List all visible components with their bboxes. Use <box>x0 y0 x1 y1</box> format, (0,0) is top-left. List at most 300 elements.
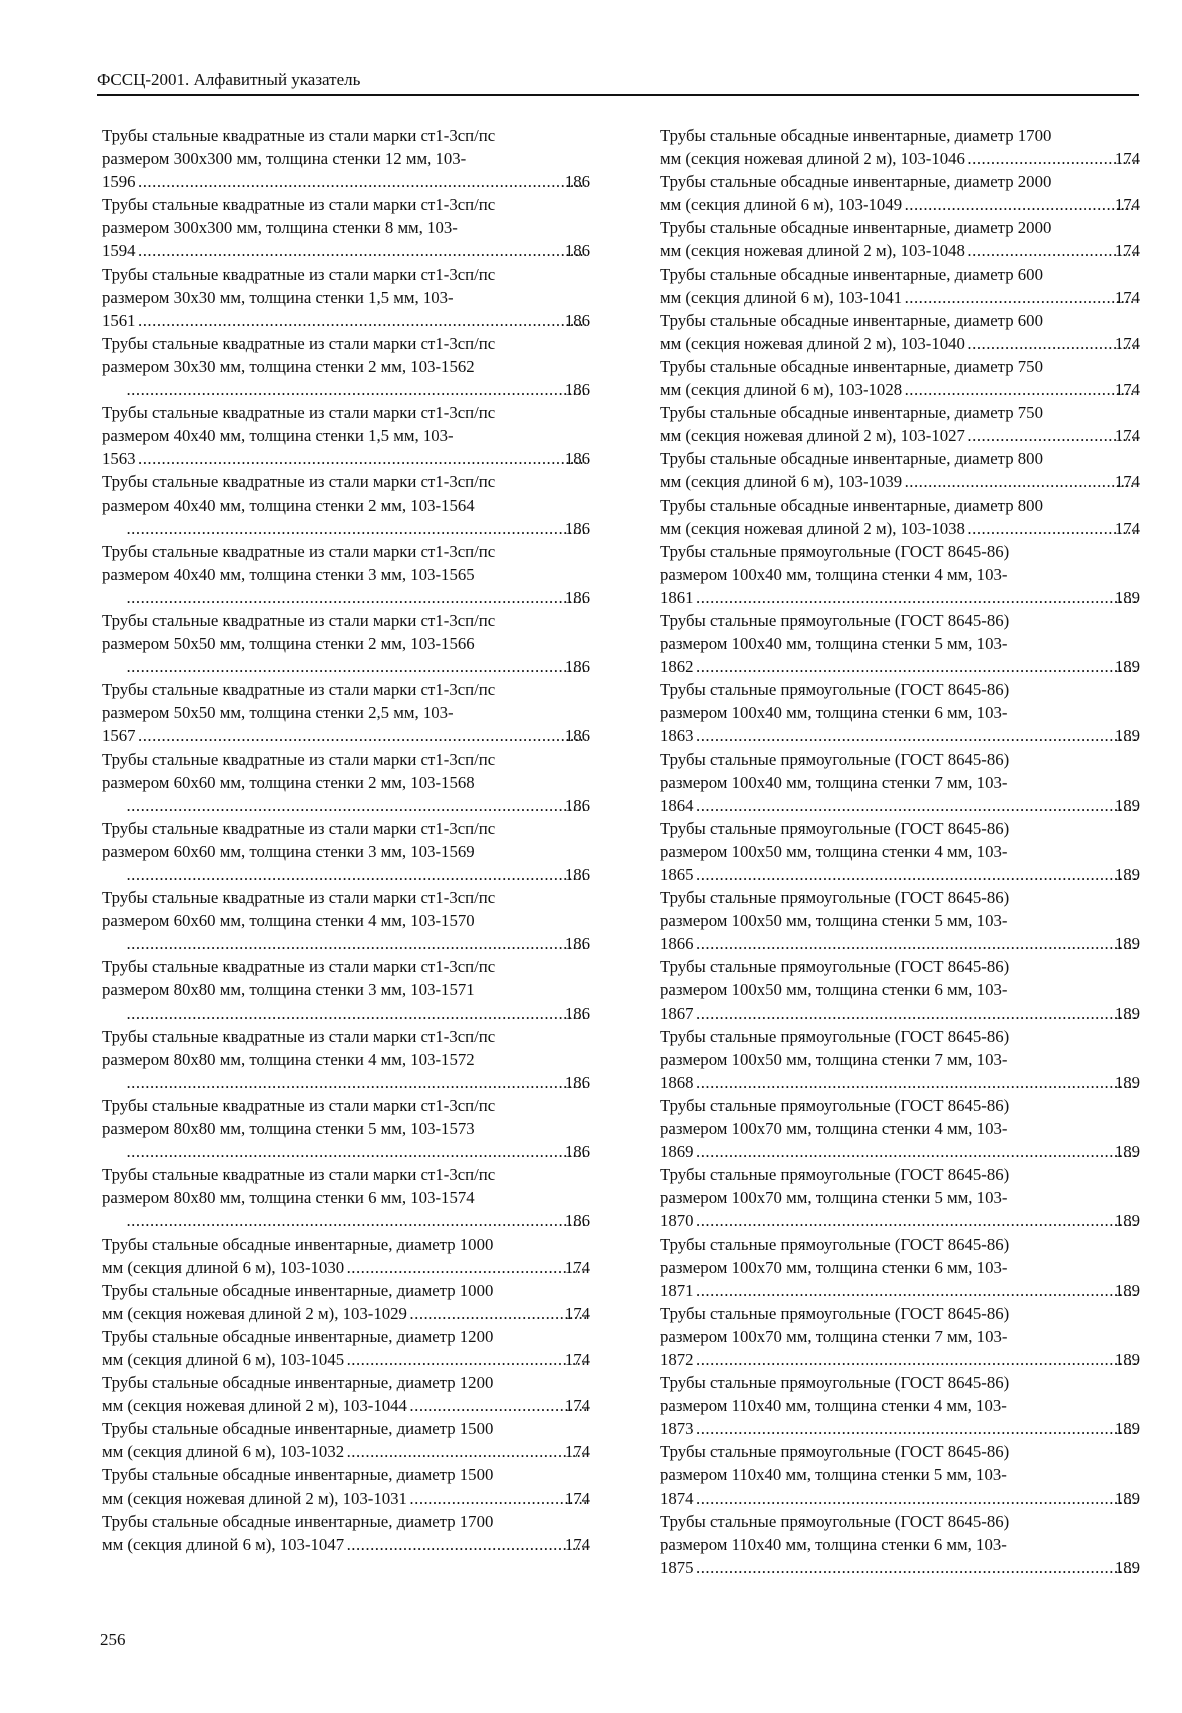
entry-page-ref: 186 <box>564 380 590 400</box>
entry-text-line: размером 100x40 мм, толщина стенки 5 мм, 103- <box>660 634 1008 654</box>
entry-last-line <box>124 1209 590 1232</box>
entry-text-line: Трубы стальные квадратные из стали марки ст1-3сп/пс <box>102 818 496 838</box>
entry-page-ref: 189 <box>1114 1419 1140 1439</box>
index-entry <box>660 124 1140 170</box>
entry-last-line <box>124 863 590 886</box>
entry-page-ref: 174 <box>1114 333 1140 353</box>
dot-leader <box>137 309 586 332</box>
entry-page-ref: 189 <box>1114 1142 1140 1162</box>
dot-leader <box>966 147 1136 170</box>
entry-text-line: Трубы стальные прямоугольные (ГОСТ 8645-86) <box>660 610 1010 630</box>
entry-text-line: Трубы стальные прямоугольные (ГОСТ 8645-86) <box>660 1165 1010 1185</box>
index-entry <box>102 1233 590 1279</box>
entry-last-line <box>102 1440 590 1463</box>
entry-page-ref: 174 <box>1114 472 1140 492</box>
entry-text-line: Трубы стальные квадратные из стали марки ст1-3сп/пс <box>102 1095 496 1115</box>
entry-code: мм (секция ножевая длиной 2 м), 103-1046 <box>660 149 965 169</box>
entry-text-line: Трубы стальные квадратные из стали марки ст1-3сп/пс <box>102 888 496 908</box>
entry-page-ref: 174 <box>564 1349 590 1369</box>
entry-last-line <box>660 1279 1140 1302</box>
entry-text-line: Трубы стальные обсадные инвентарные, диаметр 800 <box>660 495 1043 515</box>
dot-leader <box>695 863 1136 886</box>
entry-text-line: размером 60x60 мм, толщина стенки 4 мм, 103-1570 <box>102 911 475 931</box>
entry-last-line <box>102 724 590 747</box>
entry-last-line <box>660 1348 1140 1371</box>
entry-page-ref: 186 <box>564 449 590 469</box>
index-entry <box>102 1279 590 1325</box>
page-number: 256 <box>100 1630 126 1649</box>
entry-last-line <box>660 932 1140 955</box>
entry-last-line <box>660 378 1140 401</box>
entry-code: 1864 <box>660 795 694 815</box>
entry-page-ref: 186 <box>564 657 590 677</box>
entry-last-line <box>660 286 1140 309</box>
index-entry <box>660 263 1140 309</box>
entry-text-line: Трубы стальные квадратные из стали марки ст1-3сп/пс <box>102 541 496 561</box>
entry-text-line: размером 100x70 мм, толщина стенки 7 мм, 103- <box>660 1326 1008 1346</box>
dot-leader <box>695 1279 1136 1302</box>
entry-page-ref: 186 <box>564 1211 590 1231</box>
entry-last-line <box>660 1071 1140 1094</box>
entry-text-line: Трубы стальные обсадные инвентарные, диаметр 1200 <box>102 1326 494 1346</box>
index-column-right <box>660 124 1140 1579</box>
index-entry <box>660 609 1140 678</box>
entry-code: мм (секция ножевая длиной 2 м), 103-1040 <box>660 333 965 353</box>
entry-text-line: размером 100x70 мм, толщина стенки 4 мм, 103- <box>660 1119 1008 1139</box>
index-entry <box>102 817 590 886</box>
entry-last-line <box>660 193 1140 216</box>
entry-code: 1594 <box>102 241 136 261</box>
entry-page-ref: 186 <box>564 172 590 192</box>
entry-text-line: размером 110x40 мм, толщина стенки 4 мм, 103- <box>660 1396 1007 1416</box>
entry-text-line: Трубы стальные прямоугольные (ГОСТ 8645-86) <box>660 1373 1010 1393</box>
entry-text-line: Трубы стальные обсадные инвентарные, диаметр 1000 <box>102 1280 494 1300</box>
index-entry <box>660 1371 1140 1440</box>
entry-text-line: Трубы стальные квадратные из стали марки ст1-3сп/пс <box>102 264 496 284</box>
entry-page-ref: 189 <box>1114 934 1140 954</box>
index-entry <box>102 678 590 747</box>
entry-page-ref: 174 <box>564 1534 590 1554</box>
dot-leader <box>695 1417 1136 1440</box>
entry-code: 1862 <box>660 657 694 677</box>
entry-last-line <box>660 794 1140 817</box>
entry-code: 1863 <box>660 726 694 746</box>
entry-text-line: Трубы стальные прямоугольные (ГОСТ 8645-86) <box>660 749 1010 769</box>
entry-code: 1873 <box>660 1419 694 1439</box>
entry-text-line: размером 100x70 мм, толщина стенки 5 мм, 103- <box>660 1188 1008 1208</box>
entry-page-ref: 174 <box>1114 241 1140 261</box>
dot-leader <box>695 586 1136 609</box>
entry-page-ref: 189 <box>1114 1003 1140 1023</box>
entry-code: 1867 <box>660 1003 694 1023</box>
entry-last-line <box>660 1209 1140 1232</box>
entry-last-line <box>660 655 1140 678</box>
entry-text-line: размером 30x30 мм, толщина стенки 1,5 мм, 103- <box>102 287 454 307</box>
dot-leader <box>695 932 1136 955</box>
entry-text-line: Трубы стальные прямоугольные (ГОСТ 8645-86) <box>660 957 1010 977</box>
index-entry <box>660 355 1140 401</box>
entry-code: 1871 <box>660 1280 694 1300</box>
entry-text-line: Трубы стальные прямоугольные (ГОСТ 8645-86) <box>660 1511 1010 1531</box>
dot-leader <box>137 170 586 193</box>
entry-text-line: размером 40x40 мм, толщина стенки 2 мм, 103-1564 <box>102 495 475 515</box>
entry-page-ref: 186 <box>564 865 590 884</box>
index-entry <box>102 886 590 955</box>
index-entry <box>102 1325 590 1371</box>
entry-code: мм (секция ножевая длиной 2 м), 103-1029 <box>102 1303 407 1323</box>
entry-code: мм (секция длиной 6 м), 103-1047 <box>102 1534 345 1554</box>
index-entry <box>102 1094 590 1163</box>
entry-text-line: Трубы стальные квадратные из стали марки ст1-3сп/пс <box>102 1026 496 1046</box>
dot-leader <box>903 470 1136 493</box>
entry-last-line <box>660 147 1140 170</box>
entry-page-ref: 186 <box>564 310 590 330</box>
entry-last-line <box>102 1256 590 1279</box>
dot-leader <box>137 447 586 470</box>
entry-last-line <box>102 447 590 470</box>
index-entry <box>660 401 1140 447</box>
entry-text-line: размером 100x40 мм, толщина стенки 4 мм, 103- <box>660 564 1008 584</box>
entry-code: мм (секция длиной 6 м), 103-1041 <box>660 287 903 307</box>
entry-last-line <box>124 378 590 401</box>
entry-last-line <box>102 239 590 262</box>
entry-text-line: Трубы стальные обсадные инвентарные, диаметр 1500 <box>102 1419 494 1439</box>
dot-leader <box>125 378 586 401</box>
entry-last-line <box>660 470 1140 493</box>
entry-text-line: Трубы стальные обсадные инвентарные, диаметр 1700 <box>102 1511 494 1531</box>
dot-leader <box>903 378 1136 401</box>
entry-text-line: Трубы стальные обсадные инвентарные, диаметр 600 <box>660 264 1043 284</box>
entry-last-line <box>660 239 1140 262</box>
entry-last-line <box>660 1487 1140 1510</box>
entry-text-line: размером 100x40 мм, толщина стенки 7 мм, 103- <box>660 772 1008 792</box>
entry-page-ref: 174 <box>1114 149 1140 169</box>
entry-last-line <box>660 332 1140 355</box>
entry-code: мм (секция длиной 6 м), 103-1039 <box>660 472 903 492</box>
entry-text-line: Трубы стальные квадратные из стали марки ст1-3сп/пс <box>102 680 496 700</box>
entry-text-line: размером 100x50 мм, толщина стенки 5 мм, 103- <box>660 911 1008 931</box>
index-entry <box>660 1510 1140 1579</box>
entry-page-ref: 174 <box>564 1442 590 1462</box>
index-entry <box>102 470 590 539</box>
entry-text-line: размером 100x70 мм, толщина стенки 6 мм, 103- <box>660 1257 1008 1277</box>
entry-last-line <box>124 1140 590 1163</box>
index-entry <box>102 1163 590 1232</box>
entry-last-line <box>102 309 590 332</box>
index-entry <box>660 817 1140 886</box>
entry-page-ref: 186 <box>564 1142 590 1162</box>
index-entry <box>102 748 590 817</box>
entry-code: мм (секция ножевая длиной 2 м), 103-1038 <box>660 518 965 538</box>
index-entry <box>102 401 590 470</box>
entry-text-line: Трубы стальные обсадные инвентарные, диаметр 750 <box>660 356 1043 376</box>
entry-code: мм (секция ножевая длиной 2 м), 103-1027 <box>660 426 965 446</box>
dot-leader <box>695 1071 1136 1094</box>
entry-text-line: Трубы стальные прямоугольные (ГОСТ 8645-86) <box>660 541 1010 561</box>
entry-text-line: Трубы стальные обсадные инвентарные, диаметр 1700 <box>660 126 1052 145</box>
dot-leader <box>695 724 1136 747</box>
entry-text-line: Трубы стальные прямоугольные (ГОСТ 8645-86) <box>660 1303 1010 1323</box>
entry-last-line <box>660 1417 1140 1440</box>
entry-code: 1866 <box>660 934 694 954</box>
entry-page-ref: 189 <box>1114 1349 1140 1369</box>
entry-text-line: Трубы стальные квадратные из стали марки ст1-3сп/пс <box>102 333 496 353</box>
entry-code: мм (секция длиной 6 м), 103-1045 <box>102 1349 345 1369</box>
index-entry <box>102 1371 590 1417</box>
dot-leader <box>903 286 1136 309</box>
entry-page-ref: 189 <box>1114 1280 1140 1300</box>
entry-page-ref: 186 <box>564 934 590 954</box>
index-entry <box>660 678 1140 747</box>
entry-last-line <box>102 1533 590 1556</box>
entry-text-line: размером 300x300 мм, толщина стенки 8 мм, 103- <box>102 218 458 238</box>
dot-leader <box>137 724 586 747</box>
entry-text-line: размером 100x40 мм, толщина стенки 6 мм, 103- <box>660 703 1008 723</box>
entry-last-line <box>102 1348 590 1371</box>
entry-code: мм (секция ножевая длиной 2 м), 103-1048 <box>660 241 965 261</box>
dot-leader <box>966 517 1136 540</box>
entry-text-line: размером 80x80 мм, толщина стенки 3 мм, 103-1571 <box>102 980 475 1000</box>
entry-last-line <box>124 655 590 678</box>
entry-text-line: размером 110x40 мм, толщина стенки 6 мм, 103- <box>660 1534 1007 1554</box>
index-entry <box>102 1463 590 1509</box>
dot-leader <box>345 1533 586 1556</box>
dot-leader <box>966 424 1136 447</box>
entry-last-line <box>660 1002 1140 1025</box>
entry-text-line: Трубы стальные прямоугольные (ГОСТ 8645-86) <box>660 888 1010 908</box>
dot-leader <box>345 1256 586 1279</box>
entry-page-ref: 186 <box>564 587 590 607</box>
index-entry <box>660 447 1140 493</box>
entry-text-line: размером 300x300 мм, толщина стенки 12 мм, 103- <box>102 149 467 169</box>
index-entry <box>660 309 1140 355</box>
dot-leader <box>695 1002 1136 1025</box>
entry-text-line: Трубы стальные обсадные инвентарные, диаметр 2000 <box>660 218 1052 238</box>
entry-page-ref: 174 <box>1114 380 1140 400</box>
entry-text-line: размером 60x60 мм, толщина стенки 2 мм, 103-1568 <box>102 772 475 792</box>
index-entry <box>660 540 1140 609</box>
index-entry <box>660 886 1140 955</box>
entry-code: 1870 <box>660 1211 694 1231</box>
header-rule <box>97 94 1139 96</box>
index-entry <box>660 494 1140 540</box>
entry-page-ref: 174 <box>564 1303 590 1323</box>
entry-code: 1561 <box>102 310 136 330</box>
entry-text-line: Трубы стальные обсадные инвентарные, диаметр 800 <box>660 449 1043 469</box>
dot-leader <box>408 1487 586 1510</box>
entry-text-line: размером 100x50 мм, толщина стенки 6 мм, 103- <box>660 980 1008 1000</box>
entry-code: 1563 <box>102 449 136 469</box>
entry-text-line: Трубы стальные прямоугольные (ГОСТ 8645-86) <box>660 1234 1010 1254</box>
entry-page-ref: 186 <box>564 241 590 261</box>
entry-text-line: Трубы стальные обсадные инвентарные, диаметр 2000 <box>660 172 1052 192</box>
running-header: ФССЦ-2001. Алфавитный указатель <box>97 70 361 89</box>
index-entry <box>660 1025 1140 1094</box>
entry-code: 1874 <box>660 1488 694 1508</box>
index-entry <box>660 1094 1140 1163</box>
dot-leader <box>125 863 586 886</box>
index-entry <box>102 263 590 332</box>
entry-page-ref: 186 <box>564 795 590 815</box>
entry-text-line: Трубы стальные обсадные инвентарные, диаметр 1000 <box>102 1234 494 1254</box>
entry-code: мм (секция ножевая длиной 2 м), 103-1044 <box>102 1396 407 1416</box>
dot-leader <box>966 239 1136 262</box>
entry-text-line: размером 40x40 мм, толщина стенки 1,5 мм, 103- <box>102 426 454 446</box>
entry-text-line: Трубы стальные квадратные из стали марки ст1-3сп/пс <box>102 195 496 215</box>
entry-page-ref: 189 <box>1114 795 1140 815</box>
index-entry <box>660 1163 1140 1232</box>
entry-text-line: Трубы стальные прямоугольные (ГОСТ 8645-86) <box>660 1026 1010 1046</box>
dot-leader <box>345 1348 586 1371</box>
entry-code: мм (секция длиной 6 м), 103-1032 <box>102 1442 345 1462</box>
entry-last-line <box>124 517 590 540</box>
index-entry <box>660 216 1140 262</box>
entry-page-ref: 174 <box>1114 518 1140 538</box>
entry-last-line <box>660 517 1140 540</box>
index-entry <box>102 1417 590 1463</box>
dot-leader <box>125 655 586 678</box>
entry-text-line: Трубы стальные обсадные инвентарные, диаметр 750 <box>660 403 1043 423</box>
entry-page-ref: 174 <box>1114 287 1140 307</box>
dot-leader <box>695 1348 1136 1371</box>
entry-code: 1875 <box>660 1557 694 1577</box>
dot-leader <box>695 794 1136 817</box>
entry-code: мм (секция ножевая длиной 2 м), 103-1031 <box>102 1488 407 1508</box>
entry-page-ref: 186 <box>564 1003 590 1023</box>
entry-page-ref: 189 <box>1114 1072 1140 1092</box>
entry-page-ref: 174 <box>1114 426 1140 446</box>
entry-text-line: размером 50x50 мм, толщина стенки 2 мм, 103-1566 <box>102 634 475 654</box>
entry-text-line: Трубы стальные прямоугольные (ГОСТ 8645-86) <box>660 1442 1010 1462</box>
entry-last-line <box>660 724 1140 747</box>
entry-text-line: Трубы стальные квадратные из стали марки ст1-3сп/пс <box>102 610 496 630</box>
index-entry <box>660 1440 1140 1509</box>
entry-text-line: размером 100x50 мм, толщина стенки 4 мм, 103- <box>660 841 1008 861</box>
entry-code: мм (секция длиной 6 м), 103-1049 <box>660 195 903 215</box>
dot-leader <box>408 1394 586 1417</box>
entry-text-line: Трубы стальные обсадные инвентарные, диаметр 1500 <box>102 1465 494 1485</box>
entry-last-line <box>124 1002 590 1025</box>
index-entry <box>102 332 590 401</box>
entry-text-line: размером 80x80 мм, толщина стенки 6 мм, 103-1574 <box>102 1188 475 1208</box>
index-entry <box>660 170 1140 216</box>
entry-text-line: Трубы стальные прямоугольные (ГОСТ 8645-86) <box>660 818 1010 838</box>
entry-code: 1869 <box>660 1142 694 1162</box>
entry-page-ref: 189 <box>1114 587 1140 607</box>
dot-leader <box>695 1487 1136 1510</box>
dot-leader <box>695 655 1136 678</box>
entry-text-line: Трубы стальные прямоугольные (ГОСТ 8645-86) <box>660 1095 1010 1115</box>
entry-page-ref: 186 <box>564 1072 590 1092</box>
entry-page-ref: 186 <box>564 726 590 746</box>
index-entry <box>102 1025 590 1094</box>
entry-page-ref: 174 <box>564 1257 590 1277</box>
entry-last-line <box>102 170 590 193</box>
dot-leader <box>125 1071 586 1094</box>
entry-last-line <box>124 1071 590 1094</box>
entry-last-line <box>660 424 1140 447</box>
entry-page-ref: 174 <box>564 1488 590 1508</box>
dot-leader <box>966 332 1136 355</box>
entry-text-line: Трубы стальные квадратные из стали марки ст1-3сп/пс <box>102 472 496 492</box>
index-entry <box>660 1233 1140 1302</box>
entry-last-line <box>124 794 590 817</box>
dot-leader <box>125 1209 586 1232</box>
entry-page-ref: 189 <box>1114 1557 1140 1577</box>
entry-last-line <box>102 1394 590 1417</box>
entry-page-ref: 186 <box>564 518 590 538</box>
entry-code: 1872 <box>660 1349 694 1369</box>
dot-leader <box>345 1440 586 1463</box>
dot-leader <box>695 1556 1136 1579</box>
index-entry <box>102 540 590 609</box>
entry-text-line: размером 30x30 мм, толщина стенки 2 мм, 103-1562 <box>102 356 475 376</box>
index-entry <box>660 955 1140 1024</box>
entry-code: 1868 <box>660 1072 694 1092</box>
entry-last-line <box>660 1556 1140 1579</box>
entry-page-ref: 189 <box>1114 865 1140 884</box>
index-entry <box>102 955 590 1024</box>
entry-text-line: размером 40x40 мм, толщина стенки 3 мм, 103-1565 <box>102 564 475 584</box>
entry-text-line: размером 80x80 мм, толщина стенки 5 мм, 103-1573 <box>102 1119 475 1139</box>
dot-leader <box>903 193 1136 216</box>
entry-text-line: Трубы стальные обсадные инвентарные, диаметр 600 <box>660 310 1043 330</box>
entry-text-line: Трубы стальные квадратные из стали марки ст1-3сп/пс <box>102 957 496 977</box>
entry-page-ref: 189 <box>1114 657 1140 677</box>
entry-last-line <box>102 1487 590 1510</box>
dot-leader <box>137 239 586 262</box>
entry-page-ref: 189 <box>1114 726 1140 746</box>
entry-text-line: размером 60x60 мм, толщина стенки 3 мм, 103-1569 <box>102 841 475 861</box>
entry-text-line: Трубы стальные квадратные из стали марки ст1-3сп/пс <box>102 126 496 145</box>
entry-last-line <box>660 1140 1140 1163</box>
entry-text-line: Трубы стальные квадратные из стали марки ст1-3сп/пс <box>102 403 496 423</box>
entry-page-ref: 189 <box>1114 1488 1140 1508</box>
entry-code: мм (секция длиной 6 м), 103-1030 <box>102 1257 345 1277</box>
entry-text-line: Трубы стальные обсадные инвентарные, диаметр 1200 <box>102 1373 494 1393</box>
dot-leader <box>125 586 586 609</box>
index-entry <box>102 1510 590 1556</box>
dot-leader <box>125 517 586 540</box>
entry-page-ref: 189 <box>1114 1211 1140 1231</box>
entry-text-line: размером 100x50 мм, толщина стенки 7 мм, 103- <box>660 1049 1008 1069</box>
index-entry <box>102 193 590 262</box>
index-entry <box>660 1302 1140 1371</box>
entry-last-line <box>660 863 1140 886</box>
dot-leader <box>695 1209 1136 1232</box>
dot-leader <box>408 1302 586 1325</box>
dot-leader <box>695 1140 1136 1163</box>
entry-last-line <box>124 932 590 955</box>
entry-code: мм (секция длиной 6 м), 103-1028 <box>660 380 903 400</box>
entry-code: 1861 <box>660 587 694 607</box>
index-column-left <box>102 124 590 1556</box>
entry-last-line <box>660 586 1140 609</box>
entry-code: 1567 <box>102 726 136 746</box>
entry-text-line: Трубы стальные квадратные из стали марки ст1-3сп/пс <box>102 749 496 769</box>
index-entry <box>660 748 1140 817</box>
entry-page-ref: 174 <box>564 1396 590 1416</box>
index-entry <box>102 609 590 678</box>
entry-code: 1596 <box>102 172 136 192</box>
entry-text-line: размером 80x80 мм, толщина стенки 4 мм, 103-1572 <box>102 1049 475 1069</box>
entry-last-line <box>124 586 590 609</box>
dot-leader <box>125 1140 586 1163</box>
entry-page-ref: 174 <box>1114 195 1140 215</box>
index-entry <box>102 124 590 193</box>
dot-leader <box>125 794 586 817</box>
dot-leader <box>125 932 586 955</box>
